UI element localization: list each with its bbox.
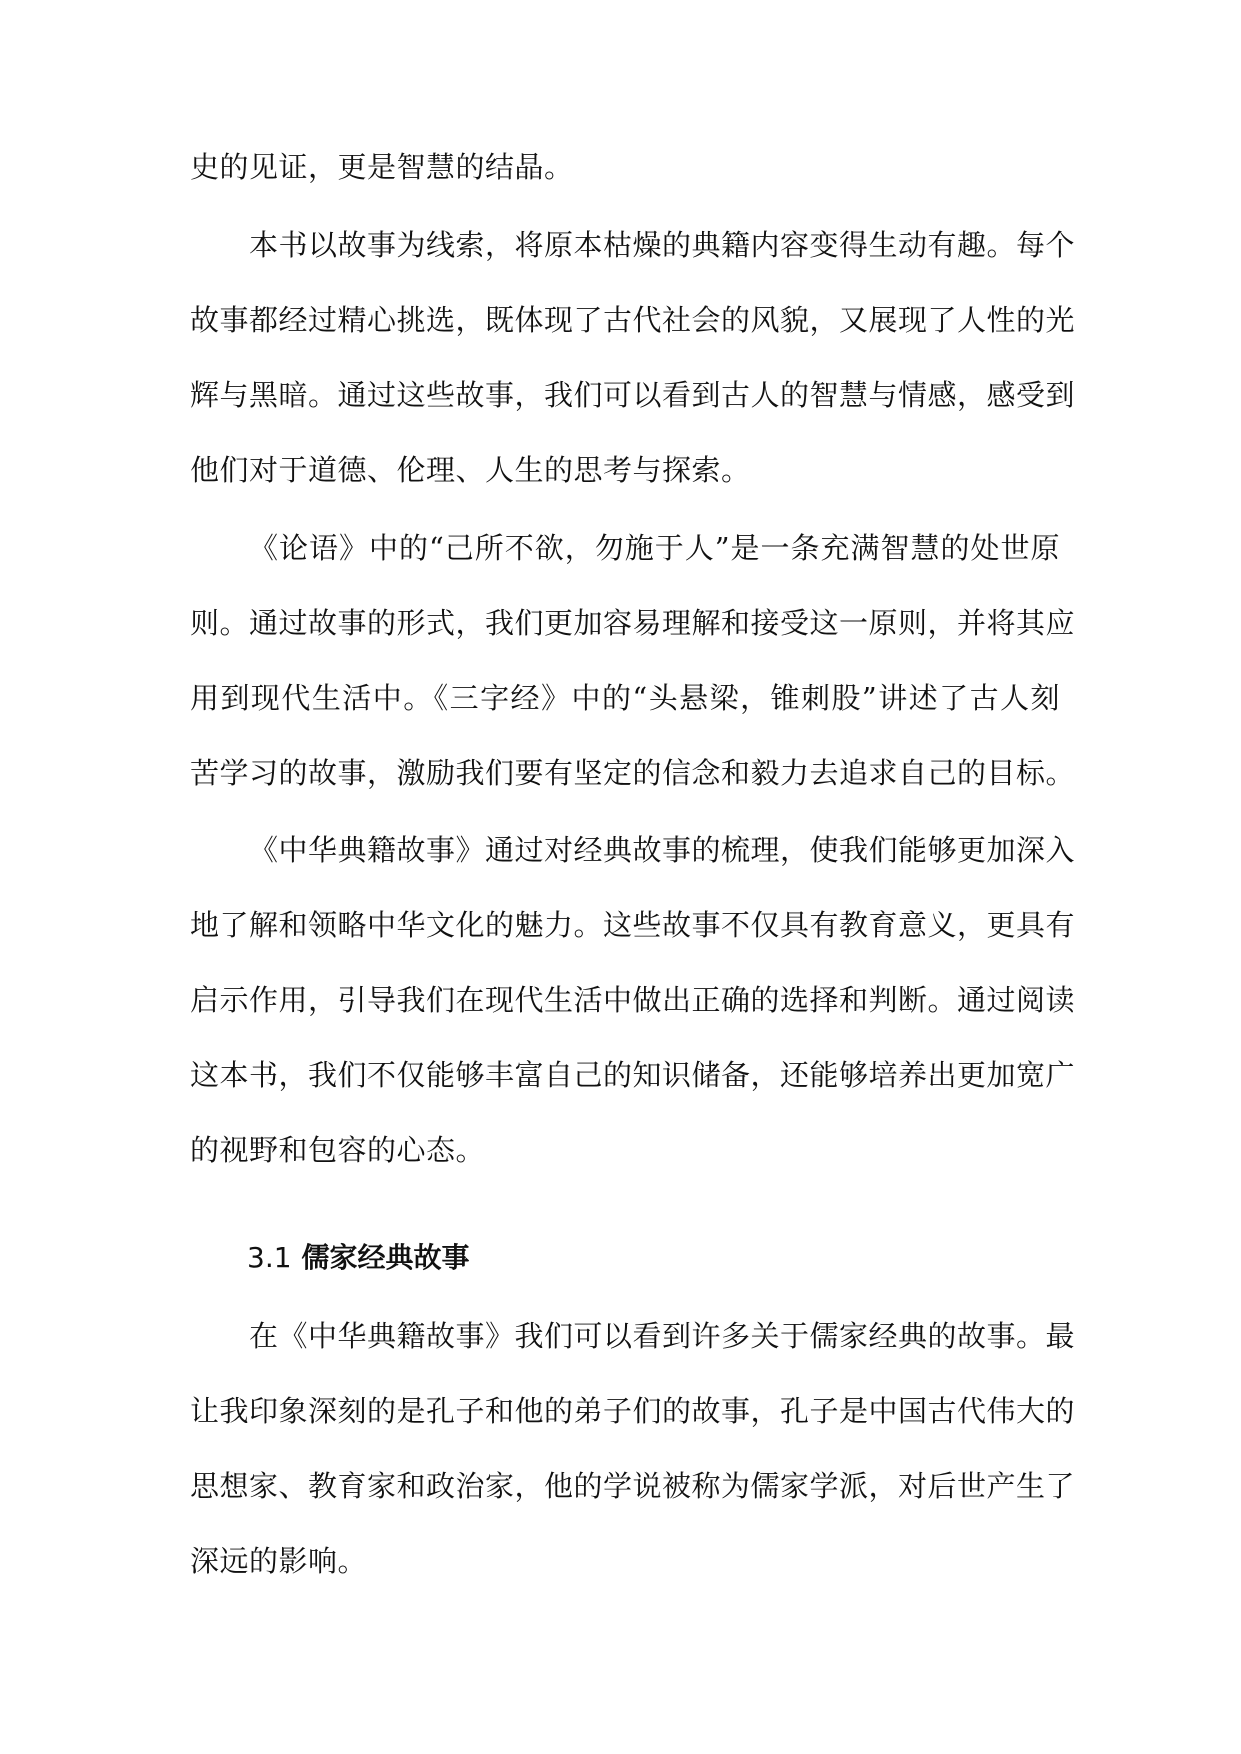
paragraph-5-line-4: 深远的影响。 — [190, 1544, 368, 1578]
paragraph-4-line-5: 的视野和包容的心态。 — [190, 1133, 486, 1167]
paragraph-2-line-3: 辉与黑暗。通过这些故事，我们可以看到古人的智慧与情感，感受到 — [190, 378, 1076, 412]
paragraph-5-line-3: 思想家、教育家和政治家，他的学说被称为儒家学派，对后世产生了 — [190, 1469, 1076, 1503]
paragraph-1-line-1: 史的见证，更是智慧的结晶。 — [190, 150, 574, 184]
section-number: 3.1 — [247, 1241, 292, 1274]
paragraph-5-line-2: 让我印象深刻的是孔子和他的弟子们的故事，孔子是中国古代伟大的 — [190, 1394, 1076, 1428]
section-title: 儒家经典故事 — [301, 1241, 470, 1274]
section-heading — [247, 1238, 470, 1278]
paragraph-2-line-2: 故事都经过精心挑选，既体现了古代社会的风貌，又展现了人性的光 — [190, 303, 1076, 337]
paragraph-2-line-4: 他们对于道德、伦理、人生的思考与探索。 — [190, 453, 751, 487]
paragraph-4-line-1: 《中华典籍故事》通过对经典故事的梳理，使我们能够更加深入 — [249, 833, 1076, 867]
paragraph-3-line-4: 苦学习的故事，激励我们要有坚定的信念和毅力去追求自己的目标。 — [190, 756, 1076, 790]
paragraph-3-line-1: 《论语》中的“己所不欲，勿施于人”是一条充满智慧的处世原 — [249, 531, 1060, 565]
paragraph-3-line-3: 用到现代生活中。《三字经》中的“头悬梁，锥刺股”讲述了古人刻 — [190, 681, 1060, 715]
paragraph-4-line-2: 地了解和领略中华文化的魅力。这些故事不仅具有教育意义，更具有 — [190, 908, 1076, 942]
paragraph-4-line-3: 启示作用，引导我们在现代生活中做出正确的选择和判断。通过阅读 — [190, 983, 1076, 1017]
paragraph-4-line-4: 这本书，我们不仅能够丰富自己的知识储备，还能够培养出更加宽广 — [190, 1058, 1076, 1092]
paragraph-5-line-1: 在《中华典籍故事》我们可以看到许多关于儒家经典的故事。最 — [249, 1319, 1076, 1353]
paragraph-3-line-2: 则。通过故事的形式，我们更加容易理解和接受这一原则，并将其应 — [190, 606, 1076, 640]
paragraph-2-line-1: 本书以故事为线索，将原本枯燥的典籍内容变得生动有趣。每个 — [249, 228, 1076, 262]
